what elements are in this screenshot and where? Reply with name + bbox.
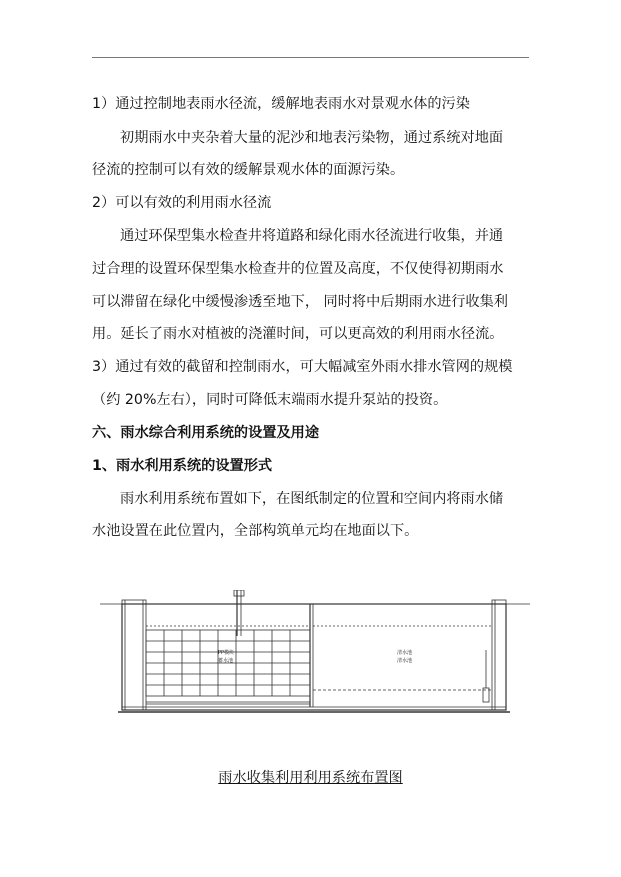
para-2-text-line-4: 用。延长了雨水对植被的浇灌时间，可以更高效的利用雨水径流。 bbox=[92, 326, 504, 342]
diagram-label-left-2: 蓄水池 bbox=[218, 658, 234, 664]
para-3-heading: 3）通过有效的截留和控制雨水，可大幅减室外雨水排水管网的规模 bbox=[92, 359, 513, 375]
para-2-text-line-2: 过合理的设置环保型集水检查井的位置及高度，不仅使得初期雨水 bbox=[92, 261, 504, 277]
subsection-1-text-line-1: 雨水利用系统布置如下，在图纸制定的位置和空间内将雨水储 bbox=[120, 491, 504, 507]
section-6-heading: 六、雨水综合利用系统的设置及用途 bbox=[92, 425, 320, 441]
para-2-text-line-3: 可以滞留在绿化中缓慢渗透至地下， 同时将中后期雨水进行收集利 bbox=[92, 294, 508, 310]
subsection-1-text-line-2: 水池设置在此位置内，全部构筑单元均在地面以下。 bbox=[92, 523, 419, 539]
diagram-label-right-1: 清水池 bbox=[397, 650, 413, 656]
para-1-heading: 1）通过控制地表雨水径流，缓解地表雨水对景观水体的污染 bbox=[92, 96, 470, 112]
diagram-label-left-1: PP模块 bbox=[218, 650, 235, 656]
header-rule bbox=[92, 57, 529, 58]
para-1-text-line-1: 初期雨水中夹杂着大量的泥沙和地表污染物，通过系统对地面 bbox=[120, 130, 504, 146]
subsection-1-heading: 1、雨水利用系统的设置形式 bbox=[92, 458, 273, 474]
diagram-label-right-2: 清水池 bbox=[397, 658, 413, 664]
para-3-text: （约 20%左右），同时可降低末端雨水提升泵站的投资。 bbox=[92, 392, 448, 408]
rainwater-system-diagram bbox=[100, 590, 530, 720]
para-2-heading: 2）可以有效的利用雨水径流 bbox=[92, 195, 272, 211]
para-1-text-line-2: 径流的控制可以有效的缓解景观水体的面源污染。 bbox=[92, 162, 405, 178]
figure-caption: 雨水收集利用利用系统布置图 bbox=[218, 770, 403, 786]
para-2-text-line-1: 通过环保型集水检查井将道路和绿化雨水径流进行收集，并通 bbox=[120, 228, 504, 244]
